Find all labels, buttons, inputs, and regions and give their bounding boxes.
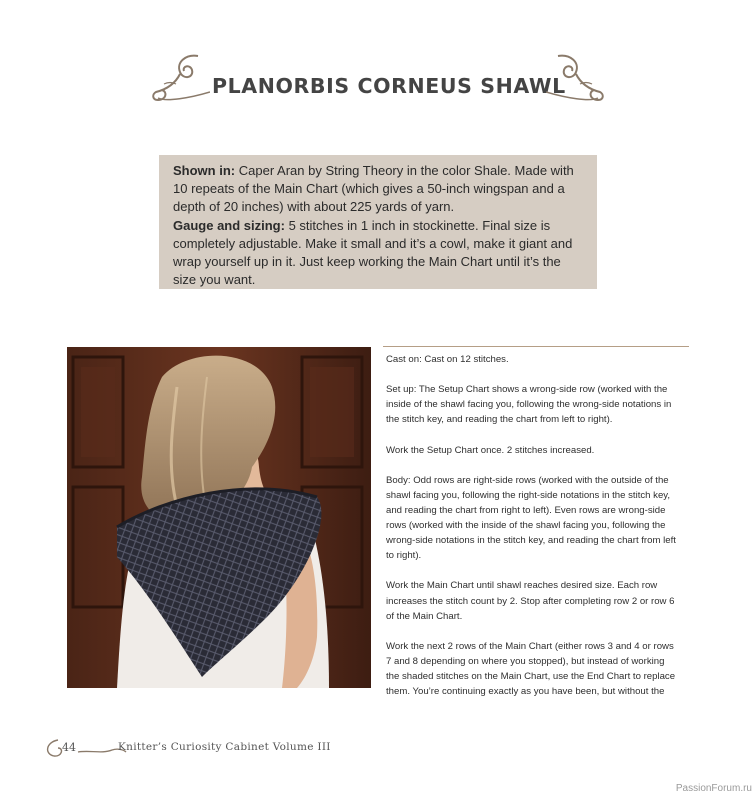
column-top-rule <box>383 346 689 347</box>
page-title: PLANORBIS CORNEUS SHAWL <box>212 74 566 98</box>
setup-paragraph: Set up: The Setup Chart shows a wrong-side row (worked with the inside of the shawl facing you, following the wrong-side notations in the stitch key, and reading the chart from left to right). <box>386 384 672 426</box>
title-block <box>150 52 606 122</box>
setup-chart-paragraph: Work the Setup Chart once. 2 stitches increased. <box>386 444 595 456</box>
book-title: Knitter’s Curiosity Cabinet Volume III <box>118 741 331 753</box>
shown-in-line-1: Shown in: Caper Aran by String Theory in the color Shale. Made with <box>173 163 574 178</box>
body-paragraph: Body: Odd rows are right-side rows (worked with the outside of the shawl facing you, following the right-side notations in the stitch key, and reading the chart from right to left). Even rows are wrong-side rows (worked with the inside of the shawl facing you, following the wrong-side notations in the stitch key, and reading the chart from left to right). <box>386 474 676 562</box>
gauge-label: Gauge and sizing: <box>173 217 285 233</box>
main-chart-paragraph: Work the Main Chart until shawl reaches desired size. Each row increases the stitch count by 2. Stop after completing row 2 or row 6 of the Main Chart. <box>386 580 675 622</box>
left-flourish-icon <box>150 52 210 122</box>
cast-on-paragraph: Cast on: Cast on 12 stitches. <box>386 354 509 365</box>
page-number: 44 <box>62 741 76 754</box>
page-footer <box>40 736 360 760</box>
info-box <box>159 155 597 289</box>
gauge-line-1: Gauge and sizing: 5 stitches in 1 inch in stockinette. Final size is <box>173 217 551 233</box>
gauge-line-2: completely adjustable. Make it small and it’s a cowl, make it giant and <box>173 235 573 251</box>
footer-flourish-icon <box>40 736 130 760</box>
shawl-photo <box>67 347 371 688</box>
shown-in-line-3: depth of 20 inches) with about 225 yards of yarn. <box>173 199 455 215</box>
gauge-line-4: size you want. <box>173 272 256 288</box>
gauge-line-3: wrap yourself up in it. Just keep working the Main Chart until it’s the <box>173 254 561 270</box>
shown-in-label: Shown in: <box>173 163 236 178</box>
right-flourish-icon <box>546 52 606 122</box>
watermark: PassionForum.ru <box>675 783 752 794</box>
instructions-column <box>386 352 690 714</box>
shown-in-line-2: 10 repeats of the Main Chart (which gives a 50-inch wingspan and a <box>173 181 565 197</box>
end-chart-paragraph: Work the next 2 rows of the Main Chart (either rows 3 and 4 or rows 7 and 8 depending on where you stopped), but instead of working the shaded stitches on the Main Chart, use the End Chart to replace them. You’re continuing exactly as you have been, but without the <box>386 640 676 698</box>
